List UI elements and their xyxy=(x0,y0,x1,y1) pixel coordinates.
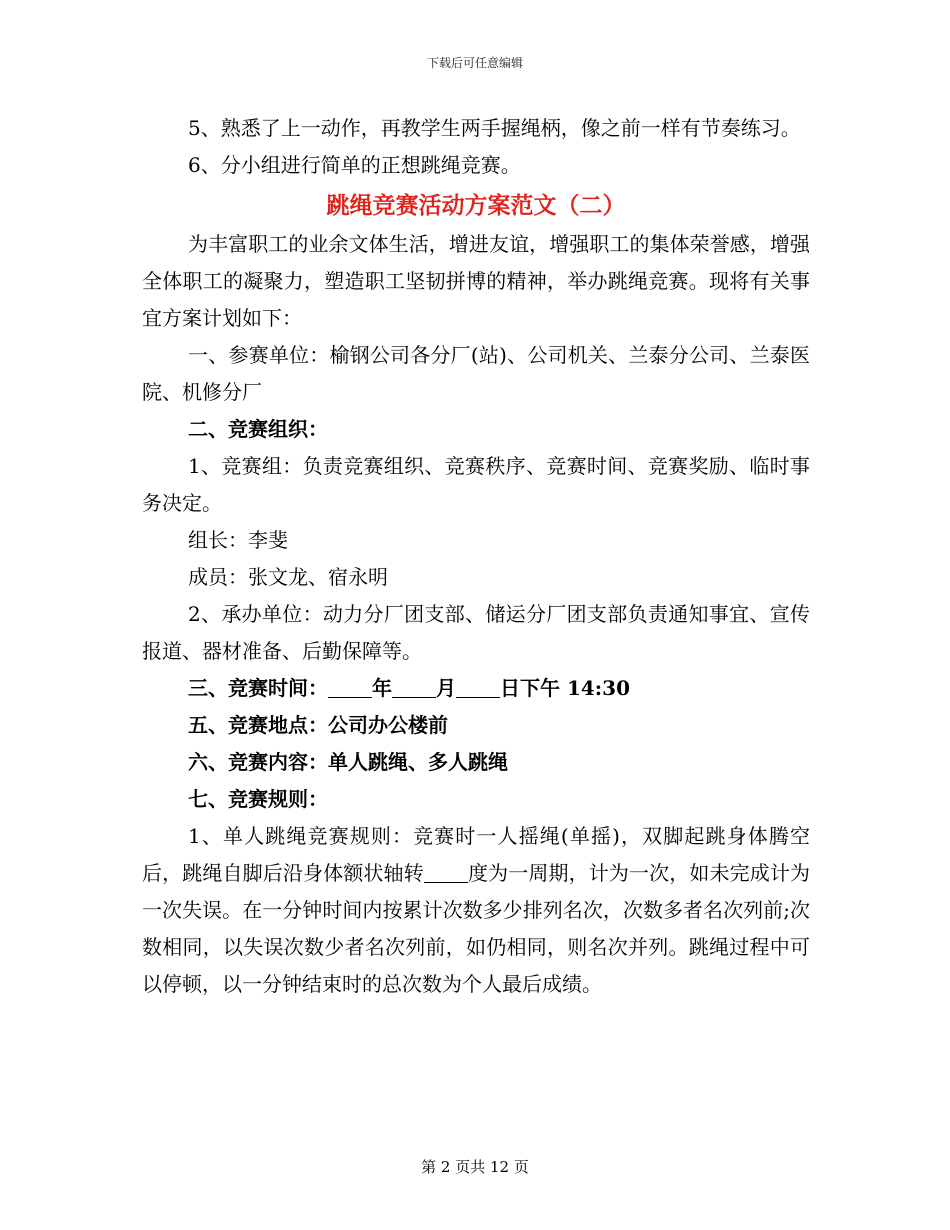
rule-text-part1: 1、单人跳绳竞赛规则：竞赛时一人摇绳(单摇)，双脚起跳身体腾空后，跳绳自脚后沿身体额状轴转 xyxy=(142,824,810,885)
list-item: 5、熟悉了上一动作，再教学生两手握绳柄，像之前一样有节奏练习。 xyxy=(188,116,801,140)
blank-line xyxy=(328,675,372,698)
section-rules-heading: 七、竞赛规则： xyxy=(188,787,328,811)
org-members: 成员：张文龙、宿永明 xyxy=(188,565,388,589)
document-body xyxy=(142,110,810,1003)
section-content: 六、竞赛内容：单人跳绳、多人跳绳 xyxy=(188,750,508,774)
time-label: 三、竞赛时间： xyxy=(188,676,328,700)
time-rest: 日下午 14:30 xyxy=(500,676,631,700)
rule-text-part2: 度为一周期，计为一次，如未完成计为一次失误。在一分钟时间内按累计次数多少排列名次，次数多者名次列前;次数相同，以失误次数少者名次列前，如仍相同，则名次并列。跳绳过程中可以停顿，以一分钟结束时的总次数为个人最后成绩。 xyxy=(142,861,811,996)
intro-paragraph: 为丰富职工的业余文体生活，增进友谊，增强职工的集体荣誉感，增强全体职工的凝聚力，塑造职工坚韧拼博的精神，举办跳绳竞赛。现将有关事宜方案计划如下： xyxy=(142,232,810,330)
section-time xyxy=(142,670,810,707)
rule-single-rope xyxy=(142,818,810,1003)
list-item: 6、分小组进行简单的正想跳绳竞赛。 xyxy=(188,153,521,177)
section-participants: 一、参赛单位：榆钢公司各分厂(站)、公司机关、兰泰分公司、兰泰医院、机修分厂 xyxy=(142,343,810,404)
blank-line xyxy=(424,860,468,883)
document-title: 跳绳竞赛活动方案范文（二） xyxy=(326,192,626,219)
time-year: 年 xyxy=(372,676,392,700)
org-leader: 组长：李斐 xyxy=(188,528,288,552)
page-header: 下载后可任意编辑 xyxy=(426,56,523,70)
time-month: 月 xyxy=(436,676,456,700)
org-item-committee: 1、竞赛组：负责竞赛组织、竞赛秩序、竞赛时间、竞赛奖励、临时事务决定。 xyxy=(142,454,810,515)
section-place: 五、竞赛地点：公司办公楼前 xyxy=(188,713,448,737)
page-footer: 第 2 页共 12 页 xyxy=(421,1158,529,1176)
org-item-host: 2、承办单位：动力分厂团支部、储运分厂团支部负责通知事宜、宣传报道、器材准备、后勤保障等。 xyxy=(142,602,810,663)
blank-line xyxy=(392,675,436,698)
section-organization-heading: 二、竞赛组织： xyxy=(188,417,328,441)
blank-line xyxy=(456,675,500,698)
